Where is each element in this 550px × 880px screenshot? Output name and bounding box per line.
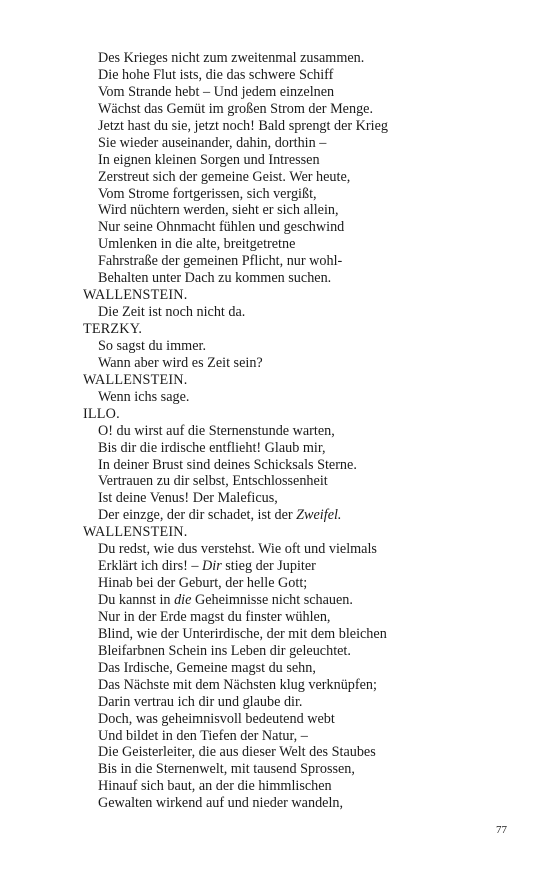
page-number: 77 [496,824,507,836]
verse-line [83,152,523,169]
verse-line [83,592,523,609]
verse-line [83,50,523,67]
text-segment: Sie wieder auseinander, dahin, dorthin – [98,134,327,151]
text-segment: TERZKY. [83,321,143,337]
text-segment: Fahrstraße der gemeinen Pflicht, nur wohl- [98,253,343,270]
text-segment: Ist deine Venus! Der Maleficus, [98,490,278,507]
verse-line [83,626,523,643]
text-segment: WALLENSTEIN. [83,524,188,541]
verse-line [83,84,523,101]
text-segment: Das Irdische, Gemeine magst du sehn, [98,659,316,676]
text-segment: Wann aber wird es Zeit sein? [98,354,263,371]
text-segment: Wird nüchtern werden, sieht er sich allein, [98,202,339,219]
verse-line [83,541,523,558]
text-segment: Bis dir die irdische entflieht! Glaub mir, [98,439,326,456]
verse-line [83,67,523,84]
verse-line [83,711,523,728]
text-segment: Gewalten wirkend auf und nieder wandeln, [98,795,344,812]
verse-line [83,253,523,270]
text-segment: Hinab bei der Geburt, der helle Gott; [98,575,308,592]
verse-line [83,677,523,694]
text-segment: Du kannst in [98,592,175,608]
text-segment: Nur seine Ohnmacht fühlen und geschwind [98,219,345,236]
verse-line [83,236,523,253]
text-segment: Hinauf sich baut, an der die himmlischen [98,778,332,795]
verse-line [83,304,523,321]
text-segment: In eignen kleinen Sorgen und Intressen [98,151,320,168]
text-segment: Die Geisterleiter, die aus dieser Welt des Staubes [98,744,376,761]
speaker-name [83,372,523,389]
text-segment: Geheimnisse nicht schauen. [191,592,353,608]
text-segment: Bleifarbnen Schein ins Leben dir geleuchtet. [98,642,351,659]
verse-line [83,660,523,677]
text-segment: WALLENSTEIN. [83,371,188,388]
italic-emphasis: Zweifel. [296,507,342,524]
verse-line [83,694,523,711]
speaker-name [83,321,523,338]
text-segment: ILLO. [83,405,120,422]
text-segment: stieg der Jupiter [221,558,316,575]
verse-line [83,169,523,186]
text-segment: Und bildet in den Tiefen der Natur, – [98,727,308,744]
verse-line [83,186,523,203]
text-segment: Jetzt hast du sie, jetzt noch! Bald sprengt der Krieg [98,117,388,134]
text-segment: Das Nächste mit dem Nächsten klug verknüpfen; [98,676,377,693]
verse-line [83,338,523,355]
speaker-name [83,287,523,304]
text-segment: Blind, wie der Unterirdische, der mit dem bleichen [98,625,387,642]
text-segment: Du redst, wie dus verstehst. Wie oft und vielmals [98,541,377,558]
text-segment: Nur in der Erde magst du finster wühlen, [98,608,331,625]
text-segment: Vom Strande hebt – Und jedem einzelnen [98,83,335,100]
text-segment: O! du wirst auf die Sternenstunde warten, [98,422,335,439]
verse-line [83,423,523,440]
verse-line [83,473,523,490]
text-segment: Erklärt ich dirs! – [98,558,203,575]
text-segment: Wächst das Gemüt im großen Strom der Menge. [98,100,374,117]
verse-line [83,270,523,287]
verse-line [83,490,523,507]
text-segment: In deiner Brust sind deines Schicksals Sterne. [98,456,357,473]
verse-line [83,389,523,406]
text-segment: Bis in die Sternenwelt, mit tausend Sprossen, [98,761,355,778]
text-segment: Zerstreut sich der gemeine Geist. Wer heute, [98,168,351,185]
speaker-name [83,524,523,541]
verse-line [83,728,523,745]
text-segment: Doch, was geheimnisvoll bedeutend webt [98,710,335,727]
verse-line [83,355,523,372]
text-segment: So sagst du immer. [98,337,206,354]
text-segment: Wenn ichs sage. [98,388,190,405]
text-segment: Der einzge, der dir schadet, ist der [98,507,297,524]
text-segment: Darin vertrau ich dir und glaube dir. [98,693,303,710]
speaker-name [83,406,523,423]
verse-line [83,440,523,457]
verse-line [83,643,523,660]
verse-line [83,795,523,812]
text-segment: Behalten unter Dach zu kommen suchen. [98,270,332,287]
text-segment: Vertrauen zu dir selbst, Entschlossenheit [98,473,328,490]
verse-line [83,558,523,575]
verse-line [83,202,523,219]
text-segment: Die hohe Flut ists, die das schwere Schiff [98,66,334,83]
verse-line [83,761,523,778]
italic-emphasis: die [174,592,192,608]
verse-line [83,778,523,795]
text-segment: Des Krieges nicht zum zweitenmal zusammen. [98,50,365,66]
text-segment: Umlenken in die alte, breitgetretne [98,236,296,253]
text-segment: Die Zeit ist noch nicht da. [98,304,246,321]
verse-line [83,135,523,152]
text-segment: WALLENSTEIN. [83,287,188,304]
play-text [83,50,523,812]
verse-line [83,609,523,626]
verse-line [83,744,523,761]
verse-line [83,575,523,592]
verse-line [83,118,523,135]
verse-line [83,507,523,524]
text-segment: Vom Strome fortgerissen, sich vergißt, [98,185,317,202]
italic-emphasis: Dir [202,558,222,575]
verse-line [83,219,523,236]
verse-line [83,101,523,118]
verse-line [83,457,523,474]
